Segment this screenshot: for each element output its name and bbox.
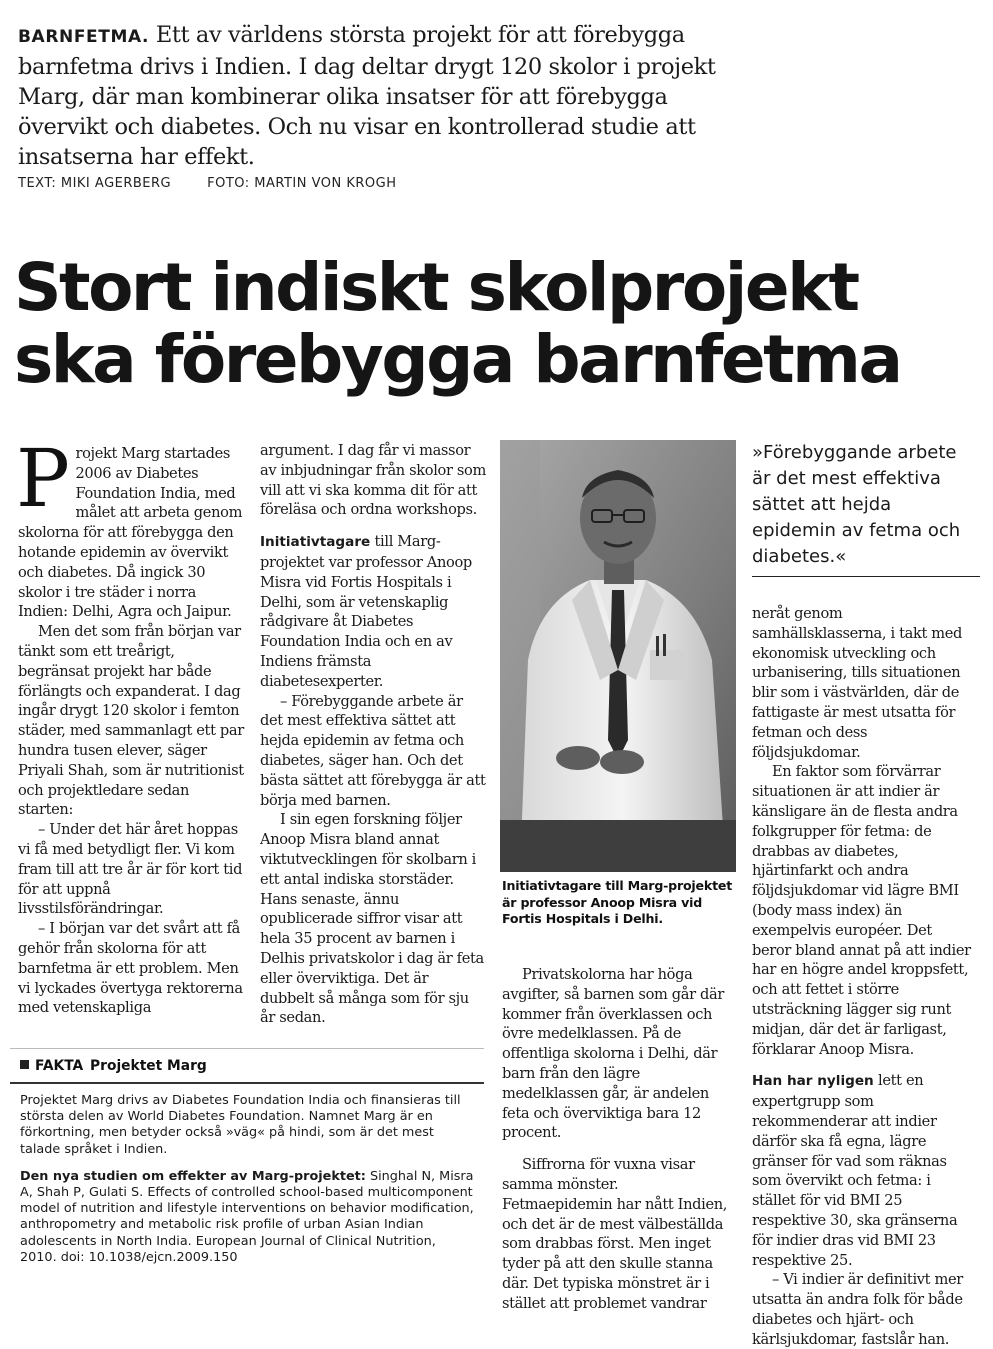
square-bullet-icon <box>20 1060 29 1069</box>
article-column-4 <box>752 604 974 1349</box>
paragraph: argument. I dag får vi massor av inbjudningar från skolor som vill att vi ska komma dit för att föreläsa och ordna workshops. <box>260 442 486 519</box>
fact-box-label: FAKTA <box>35 1058 84 1074</box>
portrait-photo <box>500 440 736 872</box>
intro-text: Ett av världens största projekt för att förebygga barnfetma drivs i Indien. I dag deltar drygt 120 skolor i projekt Marg, där man kombinerar olika insatser för att förebygga övervikt och diabetes. Och nu visar en kontrollerad studie att insatserna har effekt. <box>18 22 716 170</box>
paragraph: – Under det här året hoppas vi få med betydligt fler. Vi kom fram till att tre år är för kort tid för att uppnå livsstilsförändringar. <box>18 821 243 918</box>
paragraph: Siffrorna för vuxna visar samma mönster. Fetmaepidemin har nått Indien, och det är de mest välbeställda som drabbas först. Men inget tyder på att den skulle stanna där. Det typiska mönstret är i stället att problemet vandrar <box>502 1156 728 1312</box>
subhead-lede: Han har nyligen <box>752 1073 874 1090</box>
headline-line-1: Stort indiskt skolprojekt <box>14 249 858 326</box>
subhead-lede: Initiativtagare <box>260 534 371 551</box>
article-column-1 <box>16 432 248 1018</box>
headline-line-2: ska förebygga barnfetma <box>14 321 901 398</box>
article-column-3 <box>502 965 732 1314</box>
paragraph: – Förebyggande arbete är det mest effektiva sättet att hejda epidemin av fetma och diabetes, säger han. Och det bästa sättet att förebygga är att börja med barnen. <box>260 692 486 809</box>
fact-box-header <box>10 1048 484 1084</box>
paragraph: I sin egen forskning följer Anoop Misra bland annat viktutvecklingen för skolbarn i ett antal indiska storstäder. Hans senaste, ännu opublicerade siffror visar att hela 35 procent av barnen i Delhis privatskolor i dag är feta eller överviktiga. Det är dubbelt så många som för sju år sedan. <box>260 811 484 1027</box>
photo-credit: FOTO: MARTIN VON KROGH <box>207 176 397 191</box>
paragraph: Privatskolorna har höga avgifter, så barnen som går där kommer från överklassen och övre medelklassen. På de offentliga skolorna i Delhi, där barn från den lägre medelklassen går, är andelen feta och överviktiga bara 12 procent. <box>502 966 725 1142</box>
fact-paragraph: Den nya studien om effekter av Marg-projektet: Singhal N, Misra A, Shah P, Gulati S. Effects of controlled school-based multicomponent model of nutrition and lifestyle interventions on behavior modification, anthropometry and metabolic risk profile of urban Asian Indian adolescents in North India. European Journal of Clinical Nutrition, 2010. doi: 10.1038/ejcn.2009.150 <box>20 1168 474 1265</box>
pull-quote: »Förebyggande arbete är det mest effektiva sättet att hejda epidemin av fetma och diabetes.« <box>752 440 980 577</box>
fact-box-body <box>10 1084 484 1266</box>
paragraph: – Vi indier är definitivt mer utsatta än andra folk för både diabetes och hjärt- och kärlsjukdomar, fastslår han. <box>752 1271 963 1348</box>
byline <box>18 176 397 191</box>
paragraph: Initiativtagare till Marg-projektet var professor Anoop Misra vid Fortis Hospitals i Delhi, som är vetenskaplig rådgivare åt Diabetes Foundation India och en av Indiens främsta diabetesexperter. <box>260 533 472 690</box>
intro-deck <box>18 20 738 172</box>
fact-box <box>10 1048 484 1268</box>
fact-paragraph: Projektet Marg drivs av Diabetes Foundation India och finansieras till största delen av World Diabetes Foundation. Namnet Marg är en förkortning, men betyder också »väg« på hindi, som är det mest talade språket i Indien. <box>20 1093 461 1157</box>
portrait-image <box>500 440 736 872</box>
headline <box>14 249 989 398</box>
paragraph: En faktor som förvärrar situationen är att indier är känsligare än de flesta andra folkgrupper för fetma: de drabbas av diabetes, hjärtinfarkt och andra följdsjukdomar vid lägre BMI (body mass index) än exempelvis européer. Det beror bland annat på att indier har en högre andel kroppsfett, och att fettet i större utsträckning lägger sig runt midjan, där det är farligast, förklarar Anoop Misra. <box>752 763 971 1058</box>
paragraph: Han har nyligen lett en expertgrupp som rekommenderar att indier därför ska få egna, lägre gränser för vad som räknas som övervikt och fetma: i stället för vid BMI 25 respektive 30, ska gränserna för indier dras vid BMI 23 respektive 25. <box>752 1072 958 1269</box>
photo-caption: Initiativtagare till Marg-projektet är professor Anoop Misra vid Fortis Hospitals i Delhi. <box>502 878 733 926</box>
paragraph: neråt genom samhällsklasserna, i takt med ekonomisk utveckling och urbanisering, tills situationen blir som i västvärlden, där de fattigaste är mest utsatta för fetman och dess följdsjukdomar. <box>752 605 963 761</box>
section-label: BARNFETMA. <box>18 27 150 47</box>
paragraph: Men det som från början var tänkt som ett treårigt, begränsat projekt har både förlängts och expanderat. I dag ingår drygt 120 skolor i femton städer, med sammanlagt ett par hundra tusen elever, säger Priyali Shah, som är nutritionist och projektledare sedan starten: <box>18 623 244 819</box>
fact-lede: Den nya studien om effekter av Marg-projektet: <box>20 1168 366 1184</box>
drop-cap: P <box>16 432 70 525</box>
fact-box-topic: Projektet Marg <box>90 1058 207 1074</box>
paragraph: Projekt Marg startades 2006 av Diabetes Foundation India, med målet att arbeta genom skolorna för att förebygga den hotande epidemin av övervikt och diabetes. Då ingick 30 skolor i tre städer i norra Indien: Delhi, Agra och Jaipur. <box>16 432 243 621</box>
article-column-2 <box>260 441 486 1028</box>
text-credit: TEXT: MIKI AGERBERG <box>18 176 172 191</box>
paragraph: – I början var det svårt att få gehör från skolorna för att barnfetma är ett problem. Men vi lyckades övertyga rektorerna med vetenskapliga <box>18 920 243 1017</box>
